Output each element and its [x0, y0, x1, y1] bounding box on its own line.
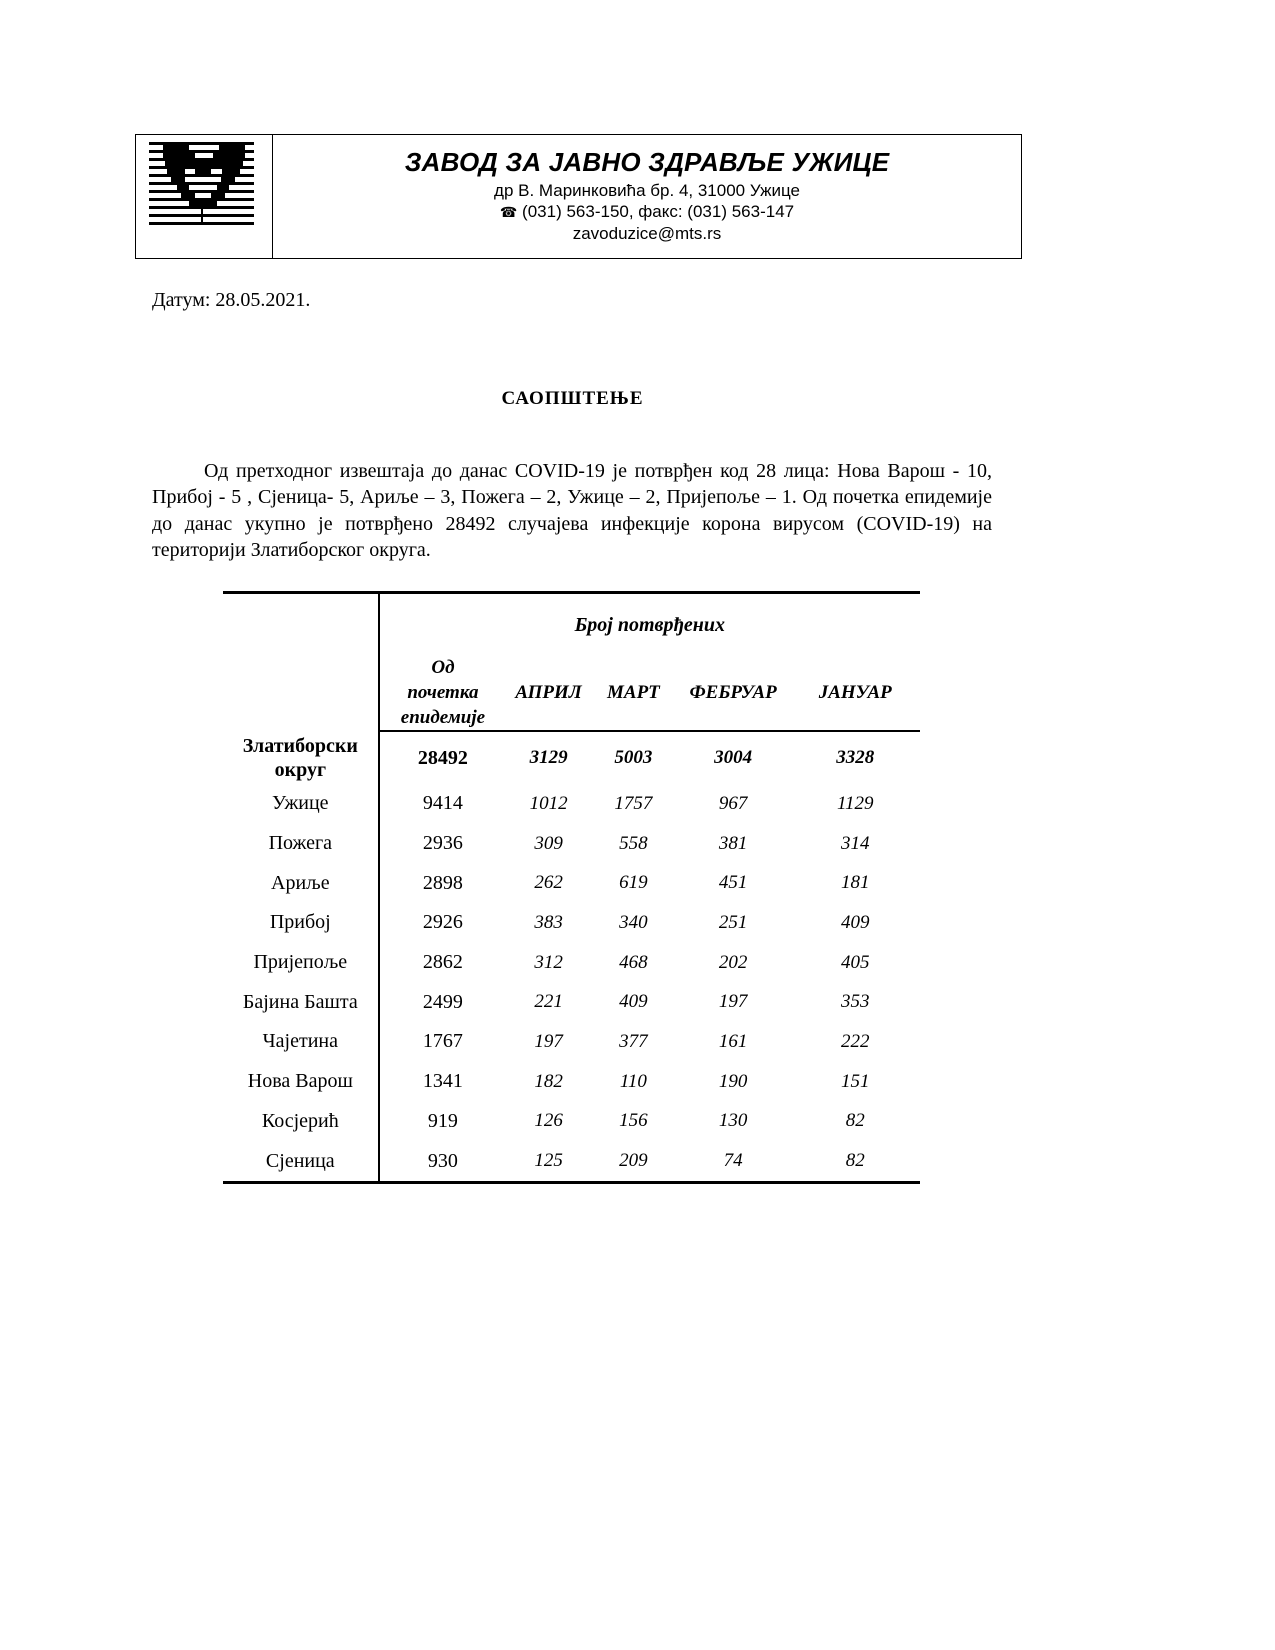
cell-april: 383: [534, 911, 563, 933]
body-text: [152, 458, 992, 563]
cases-table: [223, 591, 920, 1184]
row-name: Златиборски округ: [223, 731, 379, 784]
org-phone-line: [273, 201, 1021, 223]
table-row-district-total: [223, 731, 920, 784]
cell-february: 967: [718, 792, 748, 814]
cell-april: 312: [534, 951, 563, 973]
cell-january: 82: [845, 1110, 865, 1132]
cell-february: 130: [718, 1110, 748, 1132]
cell-march: 558: [619, 832, 648, 854]
cell-april: 221: [534, 991, 563, 1013]
cell-january: 314: [840, 832, 870, 854]
org-info: [273, 135, 1021, 258]
org-phone: (031) 563-150, факс: (031) 563-147: [517, 202, 795, 221]
row-name: Косјерић: [223, 1102, 379, 1142]
cell-january: 405: [840, 951, 870, 973]
col-header-april: АПРИЛ: [506, 654, 591, 731]
cell-march: 377: [619, 1030, 648, 1052]
cell-april: 3129: [529, 747, 568, 768]
cell-february: 202: [718, 951, 748, 973]
row-name: Бајина Башта: [223, 982, 379, 1022]
col-header-march: МАРТ: [591, 654, 676, 731]
col-header-total: Од почетка епидемије: [379, 654, 507, 731]
cell-march: 340: [619, 911, 648, 933]
institute-logo-icon: [149, 140, 257, 230]
row-name: Чајетина: [223, 1022, 379, 1062]
org-email: zavoduzice@mts.rs: [572, 224, 722, 243]
cell-total: 930: [379, 1141, 507, 1182]
body-paragraph: Од претходног извештаја до данас COVID-19 је потврђен код 28 лица: Нова Варош - 10, Прибој - 5 , Сјеница- 5, Ариље – 3, Пожега – 2, Ужице – 2, Пријепоље – 1. Од почетка епидемије до данас укупно је потврђено 28492 случајева инфекције корона вирусом (COVID-19) на територији Златиборског округа.: [152, 460, 992, 561]
cell-march: 110: [619, 1070, 647, 1092]
cell-april: 197: [534, 1030, 563, 1052]
cell-total: 919: [427, 1109, 458, 1132]
cell-january: 3328: [836, 747, 875, 768]
letterhead: [135, 134, 1022, 259]
row-name: Нова Варош: [223, 1062, 379, 1102]
table-row: [223, 1062, 920, 1102]
cell-february: 74: [676, 1141, 791, 1182]
cell-april: 126: [534, 1110, 563, 1132]
cell-total: 2926: [422, 911, 463, 934]
cell-total: 28492: [417, 747, 468, 769]
cell-january: 409: [840, 911, 870, 933]
col-header-january: ЈАНУАР: [790, 654, 920, 731]
document-date: Датум: 28.05.2021.: [152, 289, 311, 311]
table-row: [223, 982, 920, 1022]
row-name: Ариље: [223, 863, 379, 903]
cell-april: 309: [534, 832, 563, 854]
cell-total: 2898: [422, 871, 463, 894]
row-name: Прибој: [223, 903, 379, 943]
cell-february: 381: [718, 832, 748, 854]
table-row: [223, 863, 920, 903]
table-row: [223, 943, 920, 983]
org-address: др В. Маринковића бр. 4, 31000 Ужице: [494, 181, 800, 200]
col-header-february: ФЕБРУАР: [676, 654, 791, 731]
table-row: [223, 824, 920, 864]
cell-january: 353: [840, 991, 870, 1013]
cell-january: 1129: [836, 792, 874, 814]
table-row: [223, 1141, 920, 1182]
cases-table-wrap: [223, 591, 920, 1184]
table-row: [223, 784, 920, 824]
cell-total: 2936: [422, 832, 463, 855]
cell-january: 82: [790, 1141, 920, 1182]
cell-march: 209: [591, 1141, 676, 1182]
cell-february: 161: [718, 1030, 748, 1052]
cell-february: 3004: [714, 747, 753, 768]
table-group-header-row: [223, 593, 920, 655]
cell-january: 222: [840, 1030, 870, 1052]
row-name: Пожега: [223, 824, 379, 864]
group-header: Број потврђених: [379, 593, 920, 655]
document-title: САОПШТЕЊЕ: [501, 388, 644, 409]
row-name: Ужице: [223, 784, 379, 824]
cell-total: 9414: [422, 792, 463, 815]
cell-march: 156: [619, 1110, 648, 1132]
cell-april: 125: [506, 1141, 591, 1182]
cell-march: 5003: [614, 747, 653, 768]
cell-total: 2499: [422, 990, 463, 1013]
phone-icon: ☎: [499, 204, 518, 220]
table-row: [223, 903, 920, 943]
table-row: [223, 1102, 920, 1142]
cell-february: 197: [718, 991, 748, 1013]
cell-april: 262: [534, 872, 563, 894]
table-row: [223, 1022, 920, 1062]
cell-april: 1012: [529, 792, 568, 814]
cell-total: 1341: [422, 1070, 463, 1093]
cell-march: 1757: [614, 792, 653, 814]
cell-january: 181: [840, 872, 870, 894]
row-name: Пријепоље: [223, 943, 379, 983]
cell-february: 190: [718, 1070, 748, 1092]
cell-total: 1767: [422, 1030, 463, 1053]
row-name: Сјеница: [223, 1141, 379, 1182]
cell-april: 182: [534, 1070, 563, 1092]
logo-cell: [136, 135, 273, 258]
cell-february: 251: [718, 911, 748, 933]
cell-march: 619: [619, 872, 648, 894]
cell-february: 451: [718, 872, 748, 894]
cell-march: 468: [619, 951, 648, 973]
org-name: ЗАВОД ЗА ЈАВНО ЗДРАВЉЕ УЖИЦЕ: [404, 147, 890, 177]
corner-cell: [223, 593, 379, 732]
cell-march: 409: [619, 991, 648, 1013]
cell-january: 151: [840, 1070, 870, 1092]
cell-total: 2862: [422, 951, 463, 974]
